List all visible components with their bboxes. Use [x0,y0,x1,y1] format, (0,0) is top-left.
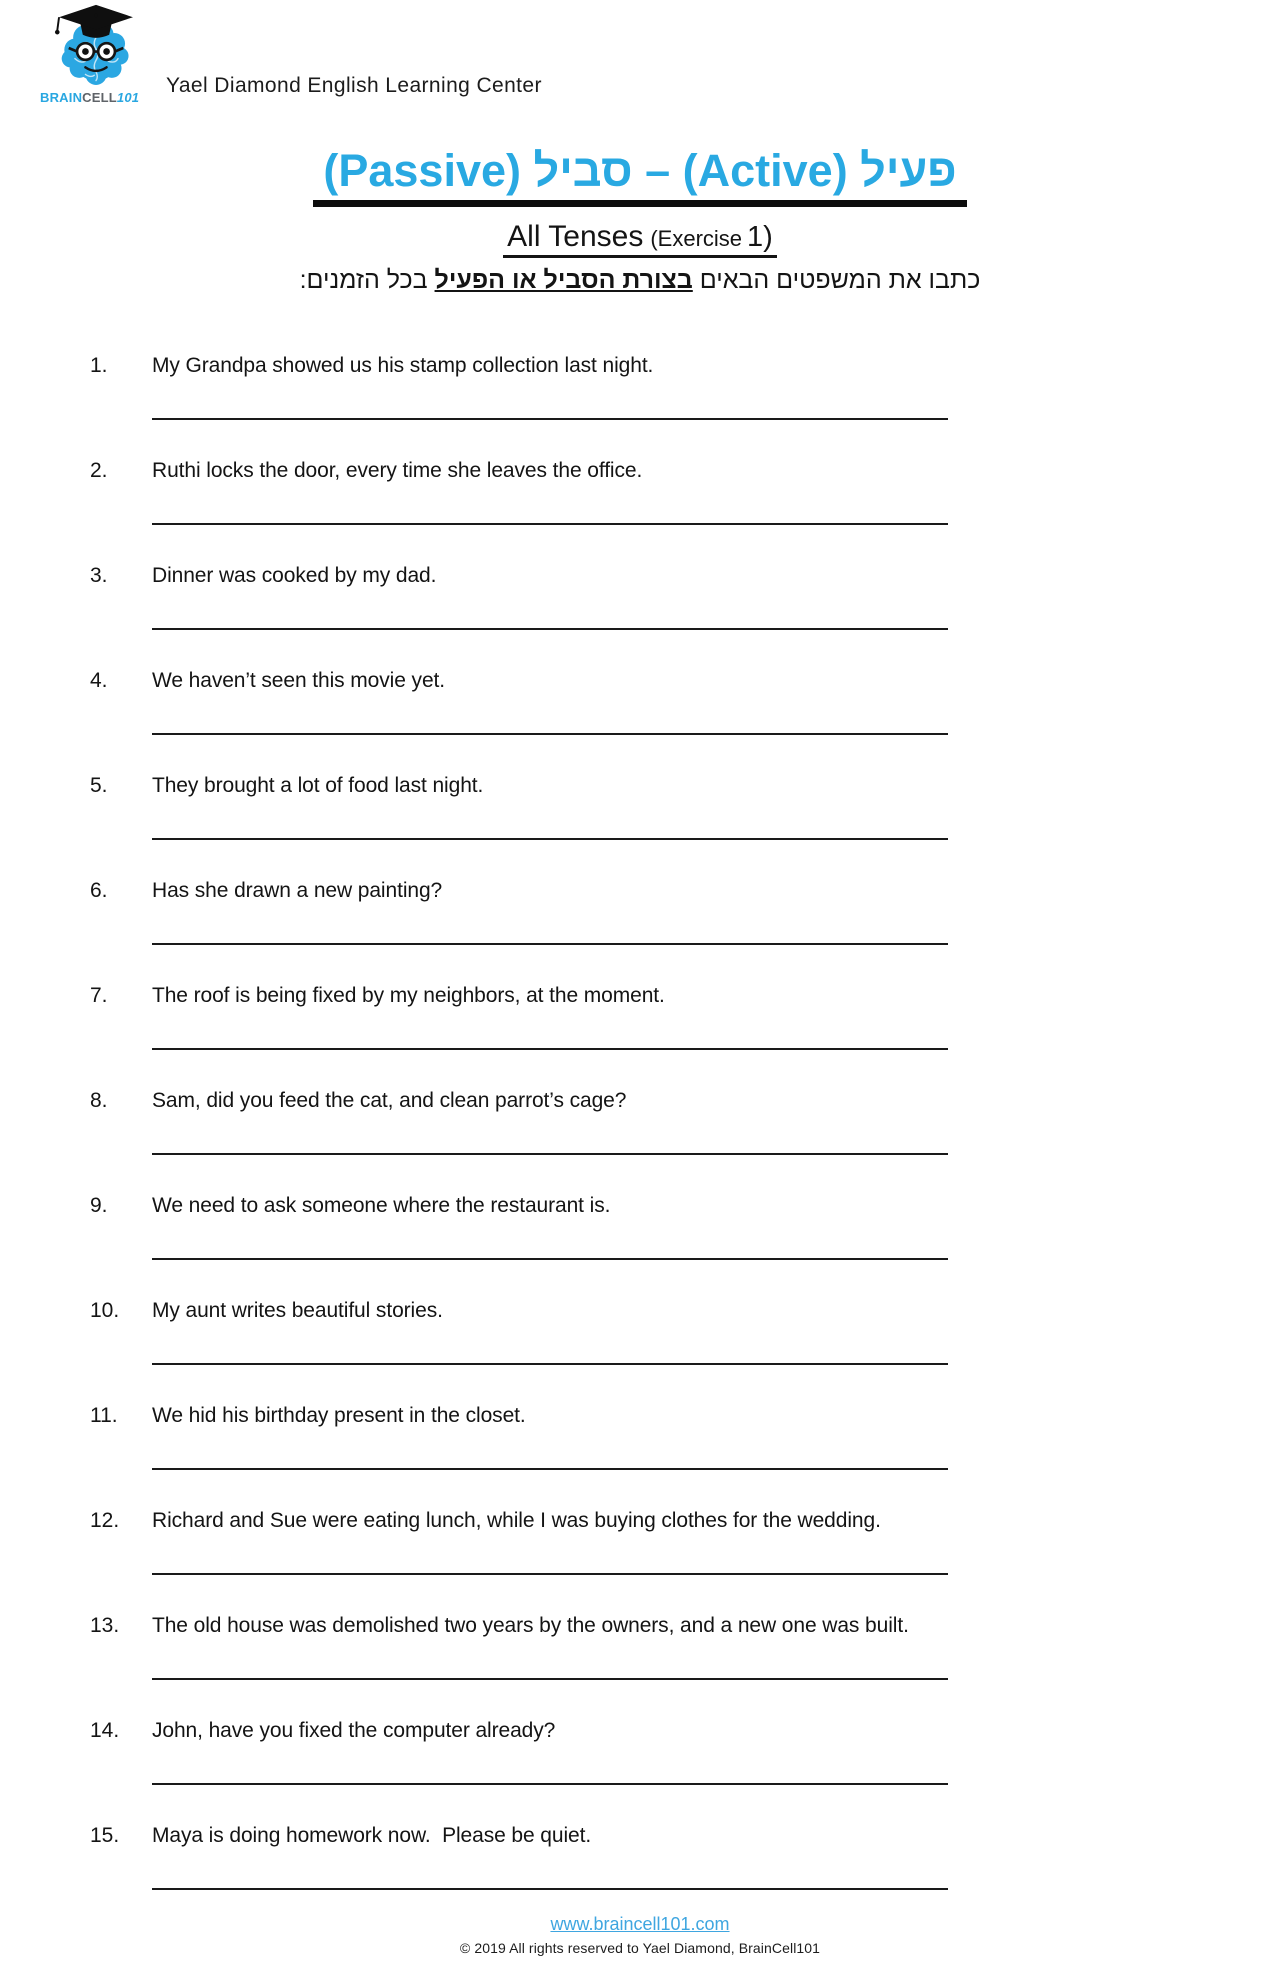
exercise-sentence-row [90,1192,948,1219]
subtitle-exercise-label: (Exercise [650,226,743,251]
list-item [90,1192,948,1297]
list-item [90,1717,948,1822]
list-item [90,667,948,772]
answer-line [152,733,948,735]
brand-101: 101 [116,90,140,105]
list-item [90,1297,948,1402]
exercise-text: Sam, did you feed the cat, and clean parrot’s cage? [152,1089,627,1112]
exercise-number: 3. [90,564,108,587]
exercise-sentence-row [90,1402,948,1429]
exercise-sentence-row [90,1612,948,1639]
instruction-post: בכל הזמנים: [299,266,435,294]
exercise-text: We hid his birthday present in the closet. [152,1404,526,1427]
brand-brain: BRAIN [40,90,83,105]
center-name: Yael Diamond English Learning Center [166,74,542,97]
exercise-text: We need to ask someone where the restaurant is. [152,1194,611,1217]
exercise-sentence-row [90,1087,948,1114]
list-item [90,982,948,1087]
answer-line [152,838,948,840]
subtitle-main: All Tenses [507,220,644,253]
exercise-sentence-row [90,352,948,379]
brain-mascot-icon [50,4,142,92]
title-row [0,146,1280,207]
list-item [90,562,948,667]
answer-line [152,1888,948,1890]
exercise-number: 13. [90,1614,120,1637]
list-item [90,772,948,877]
exercise-text: They brought a lot of food last night. [152,774,484,797]
brand-wordmark [40,90,160,105]
exercise-number: 11. [90,1404,118,1427]
answer-line [152,1783,948,1785]
exercise-number: 6. [90,879,108,902]
exercise-number: 7. [90,984,108,1007]
exercise-text: Has she drawn a new painting? [152,879,443,902]
exercise-number: 2. [90,459,108,482]
exercise-sentence-row [90,1717,948,1744]
exercise-sentence-row [90,457,948,484]
list-item [90,457,948,562]
copyright-text: © 2019 All rights reserved to Yael Diamond, BrainCell101 [459,1940,821,1956]
answer-line [152,1468,948,1470]
subtitle-row [0,220,1280,258]
instruction-pre: כתבו את המשפטים הבאים [692,266,981,294]
subtitle-exercise-number: 1) [747,221,773,253]
exercise-list [90,352,948,1927]
answer-line [152,1153,948,1155]
list-item [90,1507,948,1612]
exercise-number: 8. [90,1089,108,1112]
instruction-row [0,266,1280,295]
list-item [90,1402,948,1507]
answer-line [152,628,948,630]
exercise-sentence-row [90,562,948,589]
exercise-text: The old house was demolished two years by the owners, and a new one was built. [152,1614,909,1637]
answer-line [152,1363,948,1365]
exercise-number: 5. [90,774,108,797]
exercise-text: Ruthi locks the door, every time she leaves the office. [152,459,643,482]
page-title: פעיל (Active) – סביל (Passive) [313,146,966,207]
exercise-text: John, have you fixed the computer already? [152,1719,556,1742]
instruction-emphasis: בצורת הסביל או הפעיל [434,266,693,294]
answer-line [152,1573,948,1575]
answer-line [152,418,948,420]
answer-line [152,1678,948,1680]
brand-cell: CELL [82,90,117,105]
footer-copyright-row [0,1940,1280,1958]
exercise-number: 9. [90,1194,108,1217]
list-item [90,877,948,982]
exercise-sentence-row [90,667,948,694]
braincell101-logo [40,4,160,110]
answer-line [152,1048,948,1050]
exercise-text: My aunt writes beautiful stories. [152,1299,443,1322]
list-item [90,352,948,457]
exercise-text: Richard and Sue were eating lunch, while I was buying clothes for the wedding. [152,1509,881,1532]
exercise-number: 15. [90,1824,120,1847]
exercise-sentence-row [90,982,948,1009]
footer-link-row [0,1914,1280,1935]
exercise-text: We haven’t seen this movie yet. [152,669,445,692]
exercise-number: 4. [90,669,108,692]
list-item [90,1612,948,1717]
instruction-text [300,266,981,295]
list-item [90,1087,948,1192]
answer-line [152,943,948,945]
exercise-number: 14. [90,1719,120,1742]
answer-line [152,1258,948,1260]
exercise-number: 12. [90,1509,120,1532]
exercise-text: Maya is doing homework now. Please be quiet. [152,1824,592,1847]
exercise-text: My Grandpa showed us his stamp collection last night. [152,354,654,377]
website-link[interactable]: www.braincell101.com [550,1914,730,1934]
exercise-number: 1. [90,354,108,377]
page-subtitle [503,220,777,258]
answer-line [152,523,948,525]
exercise-sentence-row [90,772,948,799]
exercise-sentence-row [90,1507,948,1534]
list-item [90,1822,948,1927]
exercise-text: Dinner was cooked by my dad. [152,564,437,587]
exercise-sentence-row [90,1297,948,1324]
exercise-number: 10. [90,1299,120,1322]
exercise-sentence-row [90,1822,948,1849]
exercise-sentence-row [90,877,948,904]
exercise-text: The roof is being fixed by my neighbors, at the moment. [152,984,665,1007]
